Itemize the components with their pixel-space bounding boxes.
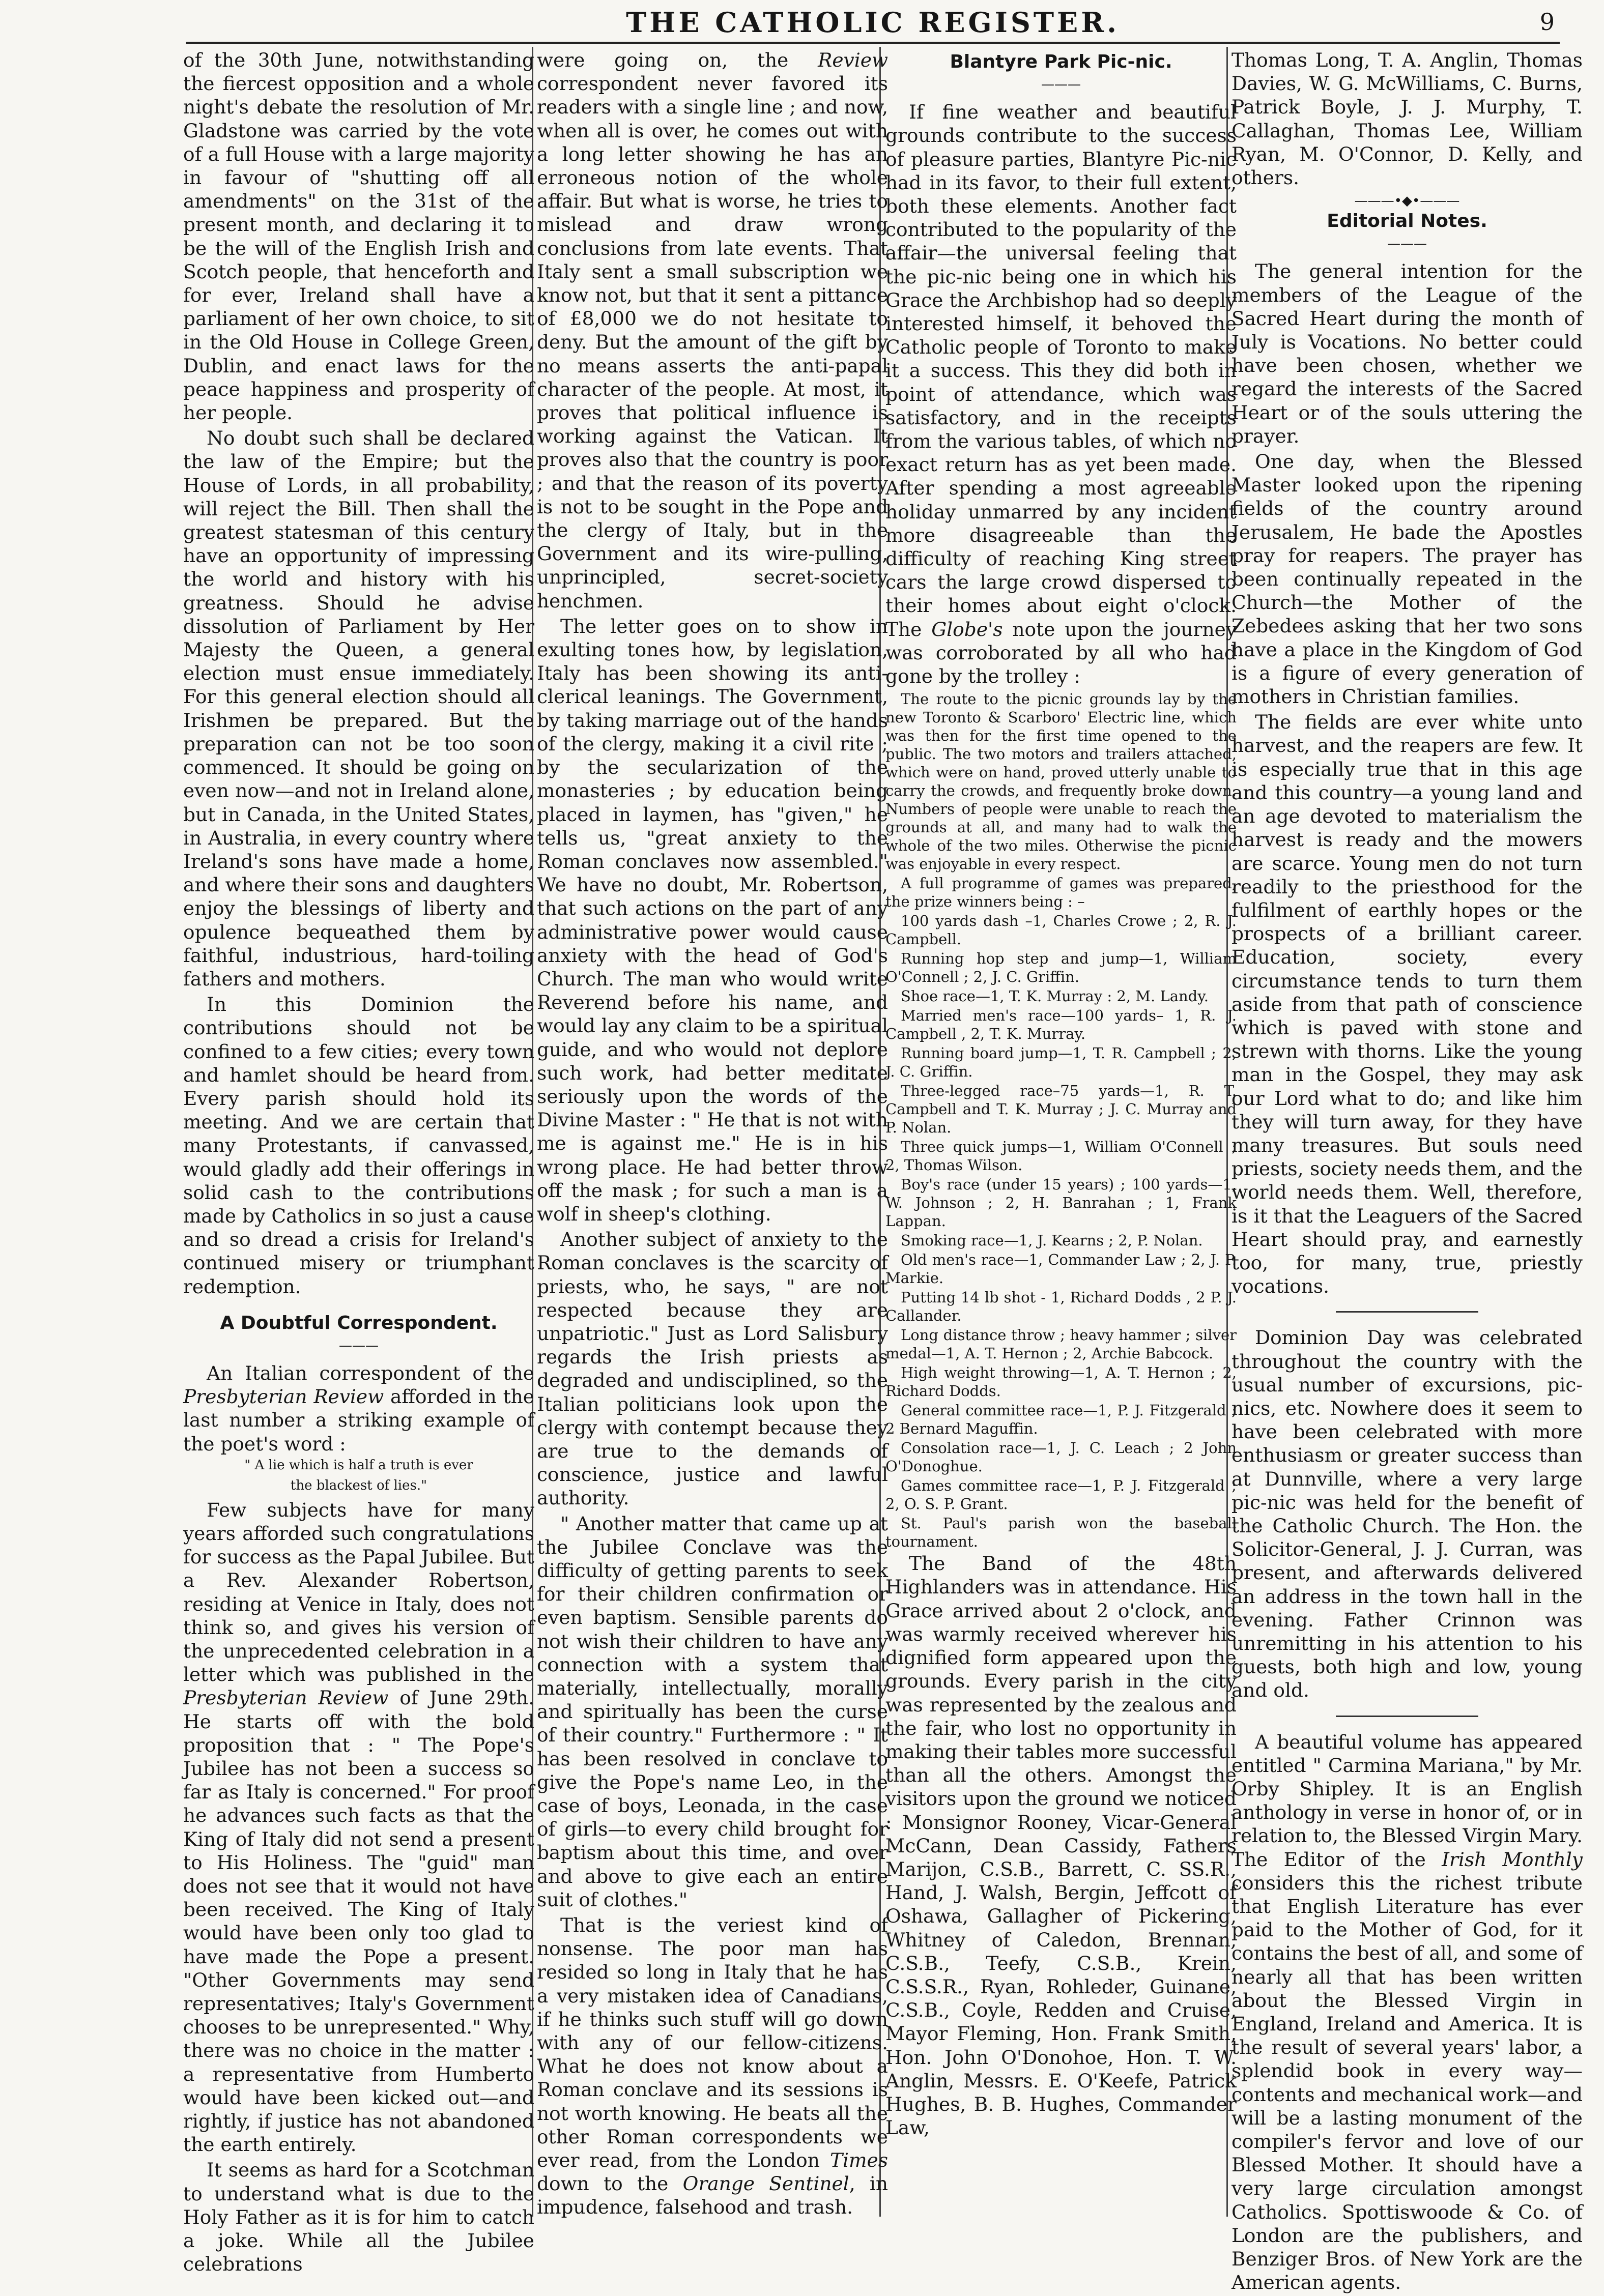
paragraph: That is the veriest kind of nonsense. The poor man has resided so long in Italy that he has a very mistaken idea of Canadians, if he thinks such stuff will go down with any of our fellow-citizens. What he does not know about a Roman conclave and its sessions is not worth knowing. He beats all the other Roman correspondents we ever read, from the London Times down to the Orange Sentinel, in impudence, falsehood and trash. xyxy=(537,1914,888,2219)
results-line: Married men's race—100 yards– 1, R. J. Campbell , 2, T. K. Murray. xyxy=(885,1007,1237,1043)
results-line: Running hop step and jump—1, William O'Connell ; 2, J. C. Griffin. xyxy=(885,950,1237,986)
paragraph: Another subject of anxiety to the Roman conclaves is the scarcity of priests, who, he says, " are not respected because they are unpatriotic." Just as Lord Salisbury regards the Irish priests as degraded and undisciplined, so the Italian politicians look upon the clergy with contempt because they are true to the demands of conscience, justice and lawful authority. xyxy=(537,1228,888,1509)
paragraph: The fields are ever white unto harvest, and the reapers are few. It is especially true that in this age and this country—a young land and an age devoted to materialism the harvest is ready and the mowers are scarce. Young men do not turn readily to the priesthood for the fulfilment of earthly hopes or the prospects of a brilliant career. Education, society, every circumstance tends to turn them aside from that path of conscience which is paved with stone and strewn with thorns. Like the young man in the Gospel, they may ask our Lord what to do; and like him they will turn away, for they have many treasures. But souls need priests, society needs them, and the world needs them. Well, therefore, is it that the Leaguers of the Sacred Heart should pray, and earnestly too, for many, true, priestly vocations. xyxy=(1231,711,1583,1298)
results-line: High weight throwing—1, A. T. Hernon ; 2, Richard Dodds. xyxy=(885,1364,1237,1400)
heading-ornament: ——— xyxy=(1041,77,1081,93)
column-1 xyxy=(183,48,534,2278)
column-3 xyxy=(885,48,1237,2141)
results-line: St. Paul's parish won the baseball tournament. xyxy=(885,1515,1237,1551)
paragraph: No doubt such shall be declared the law of the Empire; but the House of Lords, in all probability, will reject the Bill. Then shall the greatest statesman of this century have an opportunity of impressing the world and history with his greatness. Should he advise dissolution of Parliament by Her Majesty the Queen, a general election must ensue immediately. For this general election should all Irishmen be prepared. But the preparation can not be too soon commenced. It should be going on even now—and not in Ireland alone, but in Canada, in the United States, in Australia, in every country where Ireland's sons have made a home, and where their sons and daughters enjoy the blessings of liberty and opulence bequeathed them by faithful, industrious, hard-toiling fathers and mothers. xyxy=(183,427,534,990)
results-line: Running board jump—1, T. R. Campbell ; 2, J. C. Griffin. xyxy=(885,1044,1237,1081)
results-line: 100 yards dash –1, Charles Crowe ; 2, R. J. Campbell. xyxy=(885,912,1237,948)
results-line: Consolation race—1, J. C. Leach ; 2 John O'Donoghue. xyxy=(885,1439,1237,1475)
results-line: Old men's race—1, Commander Law ; 2, J. P. Markie. xyxy=(885,1251,1237,1287)
quoted-paragraph: The route to the picnic grounds lay by the new Toronto & Scarboro' Electric line, which was then for the first time opened to the public. The two motors and trailers attached, which were on hand, proved utterly unable to carry the crowds, and frequently broke down. Numbers of people were unable to reach the grounds at all, and many had to walk the whole of the two miles. Otherwise the picnic was enjoyable in every respect. xyxy=(885,690,1237,873)
results-line: Long distance throw ; heavy hammer ; silver medal—1, A. T. Hernon ; 2, Archie Babcock. xyxy=(885,1326,1237,1362)
section-divider xyxy=(1336,1311,1478,1313)
page-number: 9 xyxy=(1539,8,1555,36)
paragraph: were going on, the Review correspondent never favored its readers with a single line ; and now, when all is over, he comes out with a long letter showing he has an erroneous notion of the whole affair. But what is worse, he tries to mislead and draw wrong conclusions from late events. That Italy sent a small subscription we know not, but that it sent a pittance of £8,000 we do not hesitate to deny. But the amount of the gift by no means asserts the anti-papal character of the people. At most, it proves that political influence is working against the Vatican. It proves also that the country is poor ; and that the reason of its poverty is not to be sought in the Pope and the clergy of Italy, but in the Government and its wire-pulling, unprincipled, secret-society henchmen. xyxy=(537,49,888,612)
results-line: Three quick jumps—1, William O'Connell ; 2, Thomas Wilson. xyxy=(885,1138,1237,1174)
column-4 xyxy=(1231,48,1583,2296)
paragraph: Few subjects have for many years afforded such congratulations for success as the Papal Jubilee. But a Rev. Alexander Robertson, residing at Venice in Italy, does not think so, and gives his version of the unprecedented celebration in a letter which was published in the Presbyterian Review of June 29th. He starts off with the bold proposition that : " The Pope's Jubilee has not been a success so far as Italy is concerned." For proof he advances such facts as that the King of Italy did not send a present to His Holiness. The "guid" man does not see that it would not have been received. The King of Italy would have been only too glad to have made the Pope a present. "Other Governments may send representatives; Italy's Government chooses to be unrepresented." Why, there was no choice in the matter : a representative from Humberto would have been kicked out—and rightly, if justice has not abandoned the earth entirely. xyxy=(183,1498,535,2156)
paragraph: The letter goes on to show in exulting tones how, by legislation, Italy has been showing its anti-clerical leanings. The Government, by taking marriage out of the hands of the clergy, making it a civil rite ; by the secularization of the monasteries ; by education being placed in laymen, has "given," he tells us, "great anxiety to the Roman conclaves now assembled." We have no doubt, Mr. Robertson, that such actions on the part of any administrative power would cause anxiety with the head of God's Church. The man who would write Reverend before his name, and would lay any claim to be a spiritual guide, and who would not deplore such work, had better meditate seriously upon the words of the Divine Master : " He that is not with me is against me." He is in his wrong place. He had better throw off the mask ; for such a man is a wolf in sheep's clothing. xyxy=(537,615,888,1225)
heading-ornament: ——— xyxy=(1387,236,1427,252)
paragraph: In this Dominion the contributions should not be confined to a few cities; every town and hamlet should be heard from. Every parish should hold its meeting. And we are certain that many Protestants, if canvassed, would gladly add their offerings in solid cash to the contributions made by Catholics in so just a cause and so dread a crisis for Ireland's continued misery or triumphant redemption. xyxy=(183,993,534,1298)
paragraph: The general intention for the members of the League of the Sacred Heart during the month of July is Vocations. No better could have been chosen, whether we regard the interests of the Sacred Heart or of the souls uttering the prayer. xyxy=(1231,260,1583,447)
column-2 xyxy=(537,48,888,2221)
paragraph: If fine weather and beautiful grounds contribute to the success of pleasure parties, Blantyre Pic-nic had in its favor, to their full extent, both these elements. Another fact contributed to the popularity of the affair—the universal feeling that the pic-nic being one in which his Grace the Archbishop had so deeply interested himself, it behoved the Catholic people of Toronto to make it a success. This they did both in point of attendance, which was satisfactory, and in the receipts from the various tables, of which no exact return has as yet been made. After spending a most agreeable holiday unmarred by any incident more disagreeable than the difficulty of reaching King street cars the large crowd dispersed to their homes about eight o'clock. The Globe's note upon the journey was corroborated by all who had gone by the trolley : xyxy=(885,101,1237,688)
paragraph: One day, when the Blessed Master looked upon the ripening fields of the country around Jerusalem, He bade the Apostles pray for reapers. The prayer has been continually repeated in the Church—the Mother of the Zebedees asking that her two sons have a place in the Kingdom of God is a figure of every generation of mothers in Christian families. xyxy=(1231,450,1583,708)
heading-ornament: ——— xyxy=(339,1338,379,1353)
masthead xyxy=(186,6,1560,44)
results-line: Shoe race—1, T. K. Murray : 2, M. Landy. xyxy=(901,987,1209,1005)
paragraph: A beautiful volume has appeared entitled " Carmina Mariana," by Mr. Orby Shipley. It is an English anthology in verse in honor of, or in relation to, the Blessed Virgin Mary. The Editor of the Irish Monthly considers this the richest tribute that English Literature has ever paid to the Mother of God, for it contains the best of all, and some of nearly all that has been written about the Blessed Virgin in England, Ireland and America. It is the result of several years' labor, a splendid book in every way—contents and mechanical work—and will be a lasting monument of the compiler's fervor and love of our Blessed Mother. It should have a very large circulation amongst Catholics. Spottiswoode & Co. of London are the publishers, and Benziger Bros. of New York are the American agents. xyxy=(1231,1730,1583,2294)
paragraph: The Band of the 48th Highlanders was in attendance. His Grace arrived about 2 o'clock, and was warmly received wherever his dignified form appeared upon the grounds. Every parish in the city was represented by the zealous and the fair, who lost no opportunity in making their tables more successful than all the others. Amongst the visitors upon the ground we noticed : Monsignor Rooney, Vicar-General McCann, Dean Cassidy, Fathers Marijon, C.S.B., Barrett, C. SS.R., Hand, J. Walsh, Bergin, Jeffcott of Oshawa, Gallagher of Pickering, Whitney of Caledon, Brennan, C.S.B., Teefy, C.S.B., Krein, C.S.S.R., Ryan, Rohleder, Guinane, C.S.B., Coyle, Redden and Cruise, Mayor Fleming, Hon. Frank Smith, Hon. John O'Donohoe, Hon. T. W. Anglin, Messrs. E. O'Keefe, Patrick Hughes, B. B. Hughes, Commander Law, xyxy=(885,1552,1237,2139)
epigraph-line: the blackest of lies." xyxy=(290,1477,427,1493)
results-line: Smoking race—1, J. Kearns ; 2, P. Nolan. xyxy=(901,1232,1203,1249)
results-line: Boy's race (under 15 years) ; 100 yards—1, W. Johnson ; 2, H. Banrahan ; 1, Frank Lappan. xyxy=(885,1176,1237,1230)
article-heading: Blantyre Park Pic-nic. xyxy=(950,51,1172,72)
newspaper-title: THE CATHOLIC REGISTER. xyxy=(626,6,1120,39)
results-line: General committee race—1, P. J. Fitzgerald ; 2 Bernard Maguffin. xyxy=(885,1402,1237,1438)
paragraph: Thomas Long, T. A. Anglin, Thomas Davies, W. G. McWilliams, C. Burns, Patrick Boyle, J. J. Murphy, T. Callaghan, Thomas Lee, William Ryan, M. O'Connor, D. Kelly, and others. xyxy=(1231,49,1583,189)
section-ornament: ———•◆•——— xyxy=(1354,193,1460,209)
section-divider xyxy=(1336,1716,1478,1717)
results-line: Games committee race—1, P. J. Fitzgerald ; 2, O. S. P. Grant. xyxy=(885,1477,1237,1513)
paragraph: It seems as hard for a Scotchman to understand what is due to the Holy Father as it is for him to catch a joke. While all the Jubilee celebrations xyxy=(183,2159,534,2276)
epigraph-line: " A lie which is half a truth is ever xyxy=(244,1457,473,1473)
article-heading: A Doubtful Correspondent. xyxy=(220,1312,498,1333)
paragraph: " Another matter that came up at the Jubilee Conclave was the difficulty of getting parents to seek for their children confirmation or even baptism. Sensible parents do not wish their children to have any connection with a system that materially, intellectually, morally and spiritually has been the curse of their country." Furthermore : " It has been resolved in conclave to give the Pope's name Leo, in the case of boys, Leonada, in the case of girls—to every child brought for baptism about this time, and over and above to give each an entire suit of clothes." xyxy=(537,1512,888,1911)
paragraph: Dominion Day was celebrated throughout the country with the usual number of excursions, pic-nics, etc. Nowhere does it seem to have been celebrated with more enthusiasm or greater success than at Dunnville, where a very large pic-nic was held for the benefit of the Catholic Church. The Hon. the Solicitor-General, J. J. Curran, was present, and afterwards delivered an address in the town hall in the evening. Father Crinnon was unremitting in his attention to his guests, both high and low, young and old. xyxy=(1231,1326,1583,1702)
results-line: A full programme of games was prepared, the prize winners being : – xyxy=(885,875,1237,911)
article-heading: Editorial Notes. xyxy=(1327,211,1487,232)
paragraph: of the 30th June, notwithstanding the fiercest opposition and a whole night's debate the resolution of Mr. Gladstone was carried by the vote of a full House with a large majority in favour of "shutting off all amendments" on the 31st of the present month, and declaring it to be the will of the English Irish and Scotch people, that henceforth and for ever, Ireland shall have a parliament of her own choice, to sit in the Old House in College Green, Dublin, and enact laws for the peace happiness and prosperity of her people. xyxy=(183,49,534,424)
results-line: Putting 14 lb shot - 1, Richard Dodds , 2 P. J. Callander. xyxy=(885,1289,1237,1325)
paragraph: An Italian correspondent of the Presbyterian Review afforded in the last number a striking example of the poet's word : xyxy=(183,1361,534,1455)
results-line: Three-legged race–75 yards—1, R. T. Campbell and T. K. Murray ; J. C. Murray and P. Nolan. xyxy=(885,1082,1237,1137)
